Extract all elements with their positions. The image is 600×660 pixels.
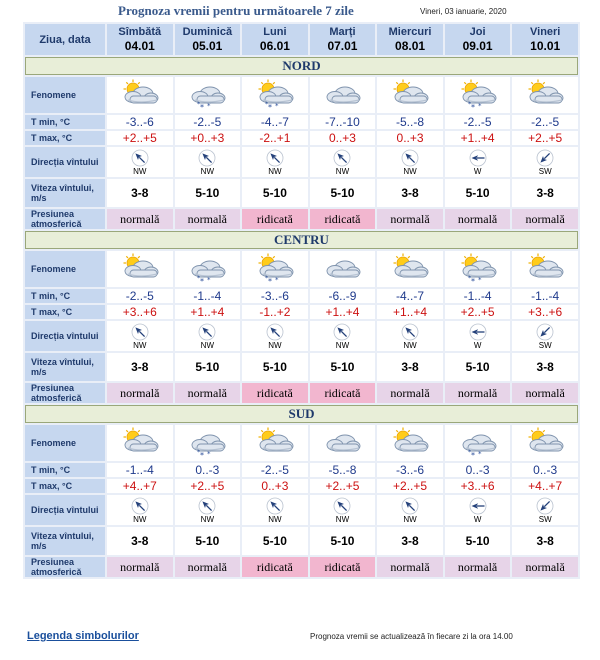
pressure-value: normală (377, 383, 443, 403)
tmax-value: +2..+5 (445, 305, 511, 319)
tmin-value: -1..-4 (107, 463, 173, 477)
forecast-table (23, 22, 580, 579)
sun-cloud-snow-icon (456, 79, 500, 111)
wind-direction-cell (175, 495, 241, 525)
wind-direction-cell (445, 147, 511, 177)
weather-cell (107, 251, 173, 287)
pressure-value: normală (175, 383, 241, 403)
sun-cloud-snow-icon (253, 253, 297, 285)
tmax-value: +2..+5 (310, 479, 376, 493)
pressure-row (25, 557, 578, 577)
weather-cell (445, 77, 511, 113)
wind-arrow-icon (401, 149, 419, 167)
wind-direction-cell (175, 321, 241, 351)
tmax-value: +2..+5 (512, 131, 578, 145)
wind-speed-value: 3-8 (107, 527, 173, 555)
day-name: Joi (469, 26, 486, 38)
pressure-value: ridicată (310, 383, 376, 403)
region-name: NORD (25, 57, 578, 75)
sun-cloud-icon (523, 253, 567, 285)
weather-cell (175, 77, 241, 113)
tmin-value: -2..-5 (512, 115, 578, 129)
weather-cell (175, 251, 241, 287)
wind-arrow-icon (131, 149, 149, 167)
wind-direction-row (25, 321, 578, 351)
day-date: 08.01 (395, 39, 426, 53)
wind-arrow-icon (469, 149, 487, 167)
weather-cell (512, 77, 578, 113)
day-name: Luni (263, 26, 287, 38)
tmin-value: -5..-8 (377, 115, 443, 129)
tmax-value: +3..+6 (512, 305, 578, 319)
weather-cell (107, 425, 173, 461)
wind-speed-value: 5-10 (310, 179, 376, 207)
pressure-value: normală (445, 383, 511, 403)
wind-direction-label: NW (403, 514, 417, 524)
wind-speed-value: 3-8 (377, 527, 443, 555)
wind-arrow-icon (333, 497, 351, 515)
wind-direction-label: SW (538, 514, 552, 524)
row-label: Viteza vîntului, m/s (25, 179, 105, 207)
wind-direction-cell (242, 495, 308, 525)
pressure-value: normală (107, 209, 173, 229)
tmax-value: +2..+5 (377, 479, 443, 493)
pressure-value: ridicată (242, 557, 308, 577)
svg-text:*: * (470, 277, 475, 285)
wind-direction-cell (242, 321, 308, 351)
day-name: Sîmbătă (118, 26, 162, 38)
wind-arrow-icon (536, 149, 554, 167)
wind-direction-cell (512, 495, 578, 525)
fenomene-row (25, 425, 578, 461)
svg-text:*: * (207, 102, 211, 110)
tmax-row (25, 479, 578, 493)
svg-text:*: * (197, 275, 201, 282)
svg-text:*: * (274, 102, 279, 110)
svg-text:*: * (274, 276, 279, 284)
wind-speed-value: 3-8 (107, 353, 173, 381)
region-row (25, 57, 578, 75)
svg-text:*: * (207, 450, 211, 458)
wind-direction-row (25, 147, 578, 177)
day-header (310, 24, 376, 55)
weather-cell (512, 425, 578, 461)
svg-text:*: * (207, 276, 211, 284)
wind-arrow-icon (469, 497, 487, 515)
svg-text:*: * (477, 102, 482, 110)
pressure-value: normală (377, 209, 443, 229)
weather-cell (242, 77, 308, 113)
first-col-header: Ziua, data (25, 24, 105, 55)
tmin-value: -1..-4 (175, 289, 241, 303)
pressure-value: normală (445, 209, 511, 229)
weather-cell (377, 77, 443, 113)
wind-direction-cell (107, 147, 173, 177)
row-label: Fenomene (25, 77, 105, 113)
svg-text:*: * (467, 275, 471, 282)
day-date: 10.01 (530, 39, 561, 53)
wind-direction-cell (445, 495, 511, 525)
tmax-value: +3..+6 (107, 305, 173, 319)
wind-speed-row (25, 527, 578, 555)
wind-speed-value: 3-8 (512, 179, 578, 207)
tmax-row (25, 131, 578, 145)
wind-direction-label: NW (133, 166, 147, 176)
row-label: Direcția vîntului (25, 147, 105, 177)
wind-arrow-icon (266, 149, 284, 167)
cloud-snow-icon (185, 427, 229, 459)
pressure-value: normală (377, 557, 443, 577)
sun-cloud-icon (388, 427, 432, 459)
day-name: Vineri (530, 26, 561, 38)
day-header (512, 24, 578, 55)
legend-link[interactable]: Legenda simbolurilor (27, 630, 139, 642)
wind-arrow-icon (401, 497, 419, 515)
wind-direction-cell (310, 495, 376, 525)
wind-direction-label: SW (538, 166, 552, 176)
day-date: 07.01 (327, 39, 358, 53)
wind-arrow-icon (131, 323, 149, 341)
wind-direction-cell (445, 321, 511, 351)
fenomene-row (25, 77, 578, 113)
tmin-value: -6..-9 (310, 289, 376, 303)
pressure-value: normală (445, 557, 511, 577)
wind-direction-label: NW (335, 340, 350, 350)
tmax-value: +4..+7 (512, 479, 578, 493)
svg-text:*: * (264, 101, 268, 108)
day-name: Miercuri (388, 26, 432, 38)
wind-direction-label: NW (268, 340, 282, 350)
tmax-value: +1..+4 (377, 305, 443, 319)
row-label: T max, °C (25, 131, 105, 145)
current-date: Vineri, 03 ianuarie, 2020 (420, 7, 507, 16)
tmax-value: 0..+3 (242, 479, 308, 493)
wind-speed-value: 5-10 (445, 527, 511, 555)
wind-speed-value: 5-10 (175, 527, 241, 555)
wind-arrow-icon (198, 323, 216, 341)
pressure-value: ridicată (310, 209, 376, 229)
svg-text:*: * (470, 451, 475, 459)
row-label: T min, °C (25, 289, 105, 303)
tmax-row (25, 305, 578, 319)
day-date: 09.01 (462, 39, 493, 53)
wind-arrow-icon (333, 149, 351, 167)
region-name: CENTRU (25, 231, 578, 249)
row-label: T max, °C (25, 305, 105, 319)
wind-speed-value: 5-10 (445, 353, 511, 381)
svg-text:*: * (267, 277, 272, 285)
tmax-value: +1..+4 (445, 131, 511, 145)
tmin-value: -1..-4 (512, 289, 578, 303)
wind-direction-label: W (473, 166, 482, 176)
wind-arrow-icon (536, 497, 554, 515)
sun-cloud-icon (253, 427, 297, 459)
svg-text:*: * (467, 101, 471, 108)
wind-speed-value: 5-10 (242, 179, 308, 207)
wind-direction-cell (377, 321, 443, 351)
weather-cell (377, 425, 443, 461)
wind-arrow-icon (469, 323, 487, 341)
pressure-value: normală (512, 557, 578, 577)
tmin-value: -4..-7 (242, 115, 308, 129)
tmin-value: 0..-3 (445, 463, 511, 477)
region-row (25, 405, 578, 423)
tmax-value: -1..+2 (242, 305, 308, 319)
tmin-value: -2..-5 (175, 115, 241, 129)
tmax-value: +0..+3 (175, 131, 241, 145)
wind-direction-label: SW (538, 340, 552, 350)
wind-arrow-icon (266, 323, 284, 341)
svg-text:*: * (197, 449, 201, 456)
row-label: Viteza vîntului, m/s (25, 353, 105, 381)
tmax-value: +3..+6 (445, 479, 511, 493)
row-label: T max, °C (25, 479, 105, 493)
cloud-snow-icon (185, 79, 229, 111)
weather-cell (310, 425, 376, 461)
tmin-value: -5..-8 (310, 463, 376, 477)
weather-cell (377, 251, 443, 287)
sun-cloud-icon (388, 79, 432, 111)
wind-speed-value: 5-10 (242, 353, 308, 381)
wind-direction-row (25, 495, 578, 525)
wind-direction-cell (377, 147, 443, 177)
sun-cloud-icon (118, 427, 162, 459)
weather-cell (107, 77, 173, 113)
wind-direction-label: W (473, 340, 482, 350)
sun-cloud-icon (523, 427, 567, 459)
update-note: Prognoza vremii se actualizează în fiecare zi la ora 14.00 (310, 632, 513, 641)
wind-speed-value: 3-8 (512, 527, 578, 555)
row-label: Viteza vîntului, m/s (25, 527, 105, 555)
pressure-row (25, 209, 578, 229)
svg-text:*: * (200, 451, 205, 459)
wind-direction-cell (175, 147, 241, 177)
cloud-icon (320, 427, 364, 459)
day-date: 06.01 (259, 39, 290, 53)
wind-direction-label: NW (335, 514, 350, 524)
tmax-value: 0..+3 (310, 131, 376, 145)
day-date: 04.01 (124, 39, 155, 53)
wind-direction-cell (512, 321, 578, 351)
cloud-snow-icon (185, 253, 229, 285)
day-header (445, 24, 511, 55)
row-label: Fenomene (25, 425, 105, 461)
svg-text:*: * (477, 276, 482, 284)
weather-cell (175, 425, 241, 461)
wind-direction-label: NW (403, 166, 417, 176)
pressure-value: normală (175, 557, 241, 577)
wind-direction-label: NW (200, 514, 214, 524)
wind-direction-cell (107, 495, 173, 525)
weather-cell (242, 251, 308, 287)
wind-arrow-icon (333, 323, 351, 341)
tmin-value: -3..-6 (377, 463, 443, 477)
row-label: Presiunea atmosferică (25, 383, 105, 403)
row-label: Presiunea atmosferică (25, 209, 105, 229)
wind-speed-value: 3-8 (377, 179, 443, 207)
wind-direction-cell (310, 321, 376, 351)
sun-cloud-icon (118, 253, 162, 285)
wind-direction-label: NW (403, 340, 417, 350)
cloud-icon (320, 79, 364, 111)
pressure-value: normală (175, 209, 241, 229)
day-header (175, 24, 241, 55)
pressure-row (25, 383, 578, 403)
tmax-value: +1..+4 (310, 305, 376, 319)
page-title: Prognoza vremii pentru următoarele 7 zile (118, 3, 354, 18)
day-header-row (25, 24, 578, 55)
wind-speed-row (25, 353, 578, 381)
pressure-value: ridicată (242, 209, 308, 229)
weather-cell (445, 251, 511, 287)
wind-direction-label: NW (268, 514, 282, 524)
row-label: Presiunea atmosferică (25, 557, 105, 577)
svg-text:*: * (264, 275, 268, 282)
row-label: Direcția vîntului (25, 321, 105, 351)
weather-cell (310, 77, 376, 113)
tmin-value: 0..-3 (512, 463, 578, 477)
svg-text:*: * (470, 103, 475, 111)
wind-direction-label: NW (268, 166, 282, 176)
wind-speed-value: 5-10 (175, 179, 241, 207)
pressure-value: normală (107, 557, 173, 577)
tmax-value: -2..+1 (242, 131, 308, 145)
svg-text:*: * (477, 450, 482, 458)
svg-text:*: * (267, 103, 272, 111)
wind-arrow-icon (536, 323, 554, 341)
svg-text:*: * (467, 449, 471, 456)
tmax-value: +4..+7 (107, 479, 173, 493)
wind-speed-row (25, 179, 578, 207)
tmax-value: 0..+3 (377, 131, 443, 145)
wind-direction-label: W (473, 514, 482, 524)
pressure-value: normală (107, 383, 173, 403)
wind-arrow-icon (401, 323, 419, 341)
tmin-row (25, 115, 578, 129)
row-label: Fenomene (25, 251, 105, 287)
pressure-value: normală (512, 209, 578, 229)
weather-cell (445, 425, 511, 461)
sun-cloud-icon (118, 79, 162, 111)
wind-arrow-icon (131, 497, 149, 515)
tmin-row (25, 289, 578, 303)
wind-direction-cell (377, 495, 443, 525)
wind-direction-label: NW (200, 166, 214, 176)
weather-cell (512, 251, 578, 287)
page-header (0, 0, 600, 20)
wind-direction-cell (310, 147, 376, 177)
wind-direction-cell (107, 321, 173, 351)
sun-cloud-snow-icon (456, 253, 500, 285)
wind-speed-value: 5-10 (310, 353, 376, 381)
tmin-value: -4..-7 (377, 289, 443, 303)
weather-cell (310, 251, 376, 287)
tmax-value: +2..+5 (175, 479, 241, 493)
day-header (242, 24, 308, 55)
pressure-value: normală (512, 383, 578, 403)
wind-arrow-icon (266, 497, 284, 515)
sun-cloud-icon (523, 79, 567, 111)
tmin-value: -3..-6 (107, 115, 173, 129)
wind-direction-cell (242, 147, 308, 177)
wind-speed-value: 5-10 (310, 527, 376, 555)
day-header (107, 24, 173, 55)
fenomene-row (25, 251, 578, 287)
day-name: Duminică (182, 26, 233, 38)
tmin-value: -3..-6 (242, 289, 308, 303)
wind-direction-label: NW (200, 340, 214, 350)
wind-speed-value: 5-10 (242, 527, 308, 555)
pressure-value: ridicată (310, 557, 376, 577)
row-label: Direcția vîntului (25, 495, 105, 525)
wind-direction-label: NW (133, 340, 147, 350)
svg-text:*: * (197, 101, 201, 108)
tmin-value: -2..-5 (107, 289, 173, 303)
wind-speed-value: 3-8 (377, 353, 443, 381)
tmin-value: -2..-5 (242, 463, 308, 477)
pressure-value: ridicată (242, 383, 308, 403)
wind-speed-value: 3-8 (107, 179, 173, 207)
wind-speed-value: 3-8 (512, 353, 578, 381)
sun-cloud-snow-icon (253, 79, 297, 111)
svg-text:*: * (200, 277, 205, 285)
tmin-value: -7..-10 (310, 115, 376, 129)
row-label: T min, °C (25, 463, 105, 477)
wind-arrow-icon (198, 497, 216, 515)
wind-direction-label: NW (133, 514, 147, 524)
wind-arrow-icon (198, 149, 216, 167)
wind-speed-value: 5-10 (445, 179, 511, 207)
region-name: SUD (25, 405, 578, 423)
sun-cloud-icon (388, 253, 432, 285)
row-label: T min, °C (25, 115, 105, 129)
cloud-snow-icon (456, 427, 500, 459)
wind-direction-label: NW (335, 166, 350, 176)
tmin-row (25, 463, 578, 477)
day-date: 05.01 (192, 39, 223, 53)
region-row (25, 231, 578, 249)
tmin-value: 0..-3 (175, 463, 241, 477)
wind-speed-value: 5-10 (175, 353, 241, 381)
day-name: Marți (329, 26, 356, 38)
weather-cell (242, 425, 308, 461)
tmax-value: +1..+4 (175, 305, 241, 319)
svg-text:*: * (200, 103, 205, 111)
tmin-value: -2..-5 (445, 115, 511, 129)
tmin-value: -1..-4 (445, 289, 511, 303)
tmax-value: +2..+5 (107, 131, 173, 145)
cloud-icon (320, 253, 364, 285)
wind-direction-cell (512, 147, 578, 177)
day-header (377, 24, 443, 55)
